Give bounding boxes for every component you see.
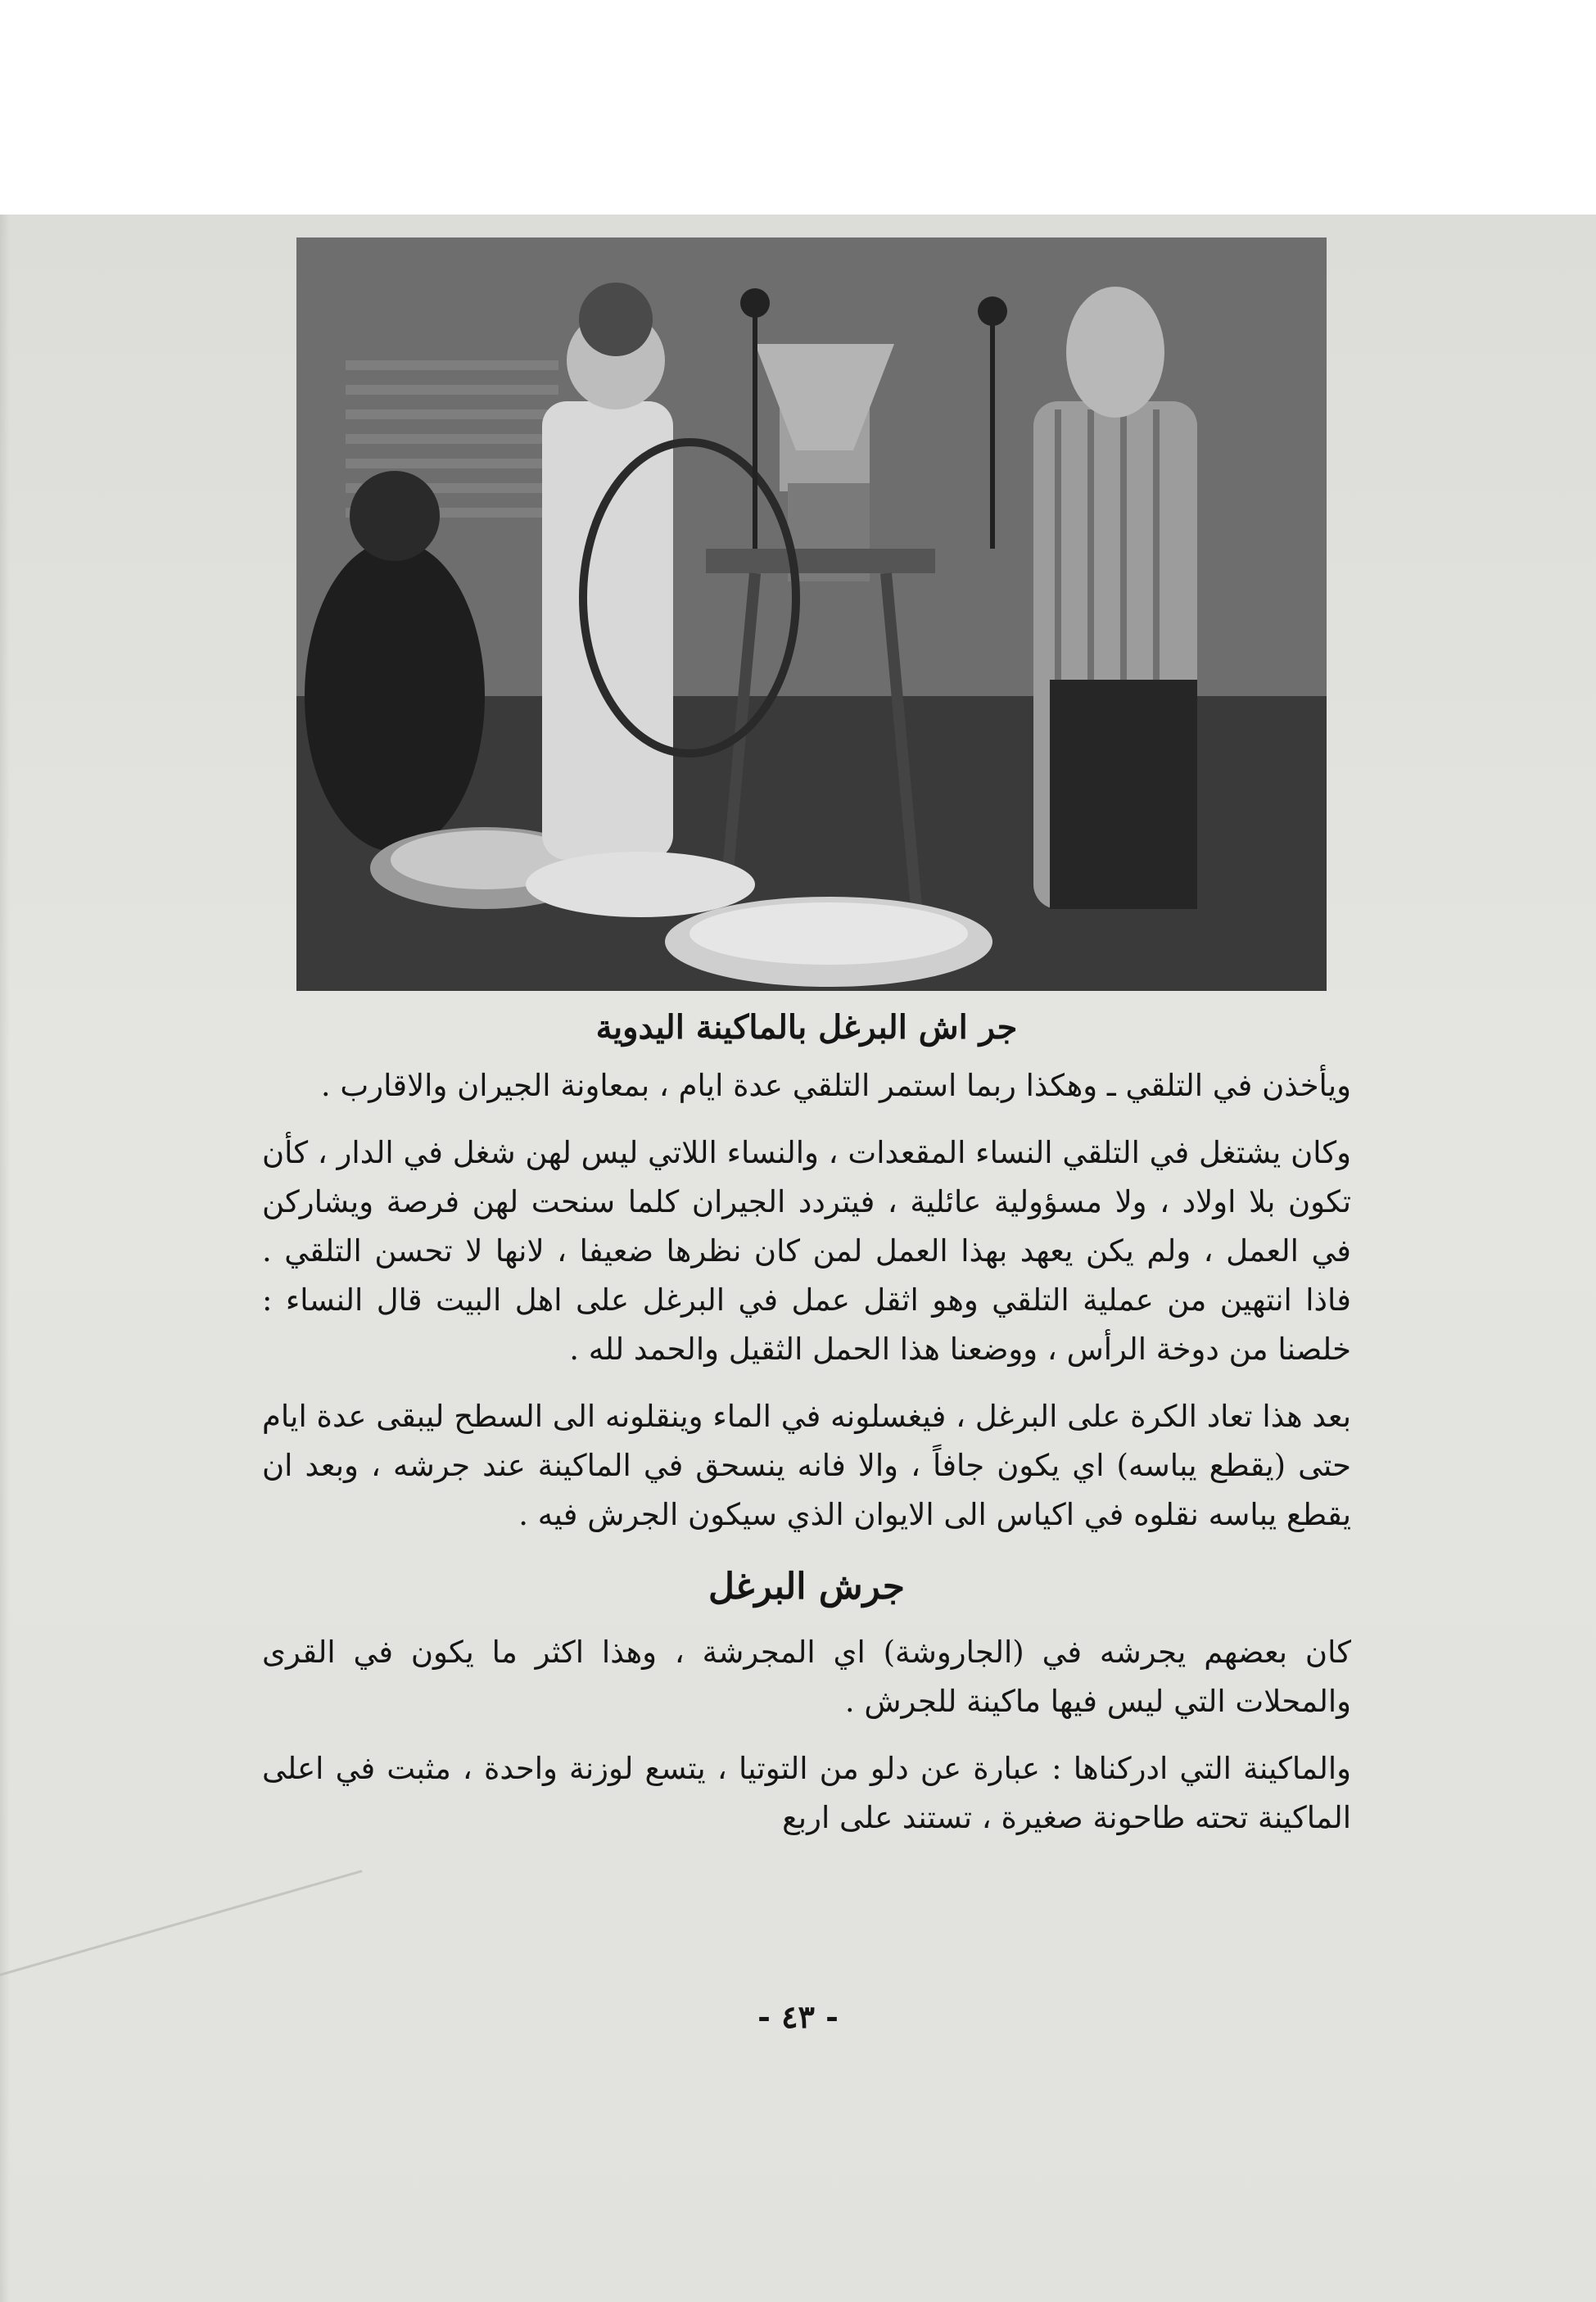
paragraph: بعد هذا تعاد الكرة على البرغل ، فيغسلونه في الماء وينقلونه الى السطح ليبقى عدة ايام حتى (يقطع يباسه) اي يكون جافاً ، والا فانه ينسحق في الماكينة عند جرشه ، وبعد ان يقطع يباسه نقلوه في اكياس الى الايوان الذي سيكون الجرش فيه . [262,1399,1351,1532]
page-number: - ٤٣ - [757,1998,839,2035]
section-heading: جرش البرغل [708,1566,906,1608]
text-column [262,999,1351,1861]
paragraph: وكان يشتغل في التلقي النساء المقعدات ، والنساء اللاتي ليس لهن شغل في الدار ، كأن تكون بلا اولاد ، ولا مسؤولية عائلية ، فيتردد الجيران كلما سنحت لهن فرصة ويشاركن في العمل ، ولم يكن يعهد بهذا العمل لمن كان نظرها ضعيفا ، لانها لا تحسن التلقي . فاذا انتهين من عملية التلقي وهو اثقل عمل في البرغل على اهل البيت قال النساء : خلصنا من دوخة الرأس ، ووضعنا هذا الحمل الثقيل والحمد لله . [262,1135,1351,1367]
paragraph: ويأخذن في التلقي ـ وهكذا ربما استمر التلقي عدة ايام ، بمعاونة الجيران والاقارب . [320,1068,1351,1103]
bulgur-grinding-photo [296,237,1327,991]
photograph-bulgur-grinding-icon [296,237,1327,991]
page-edge-shadow [0,215,10,2302]
paragraph: كان بعضهم يجرشه في (الجاروشة) اي المجرشة ، وهذا اكثر ما يكون في القرى والمحلات التي ليس فيها ماكينة للجرش . [262,1635,1351,1719]
photo-caption: جر اش البرغل بالماكينة اليدوية [595,1008,1018,1047]
paragraph: والماكينة التي ادركناها : عبارة عن دلو من التوتيا ، يتسع لوزنة واحدة ، مثبت في اعلى الماكينة تحته طاحونة صغيرة ، تستند على اربع [262,1751,1351,1835]
